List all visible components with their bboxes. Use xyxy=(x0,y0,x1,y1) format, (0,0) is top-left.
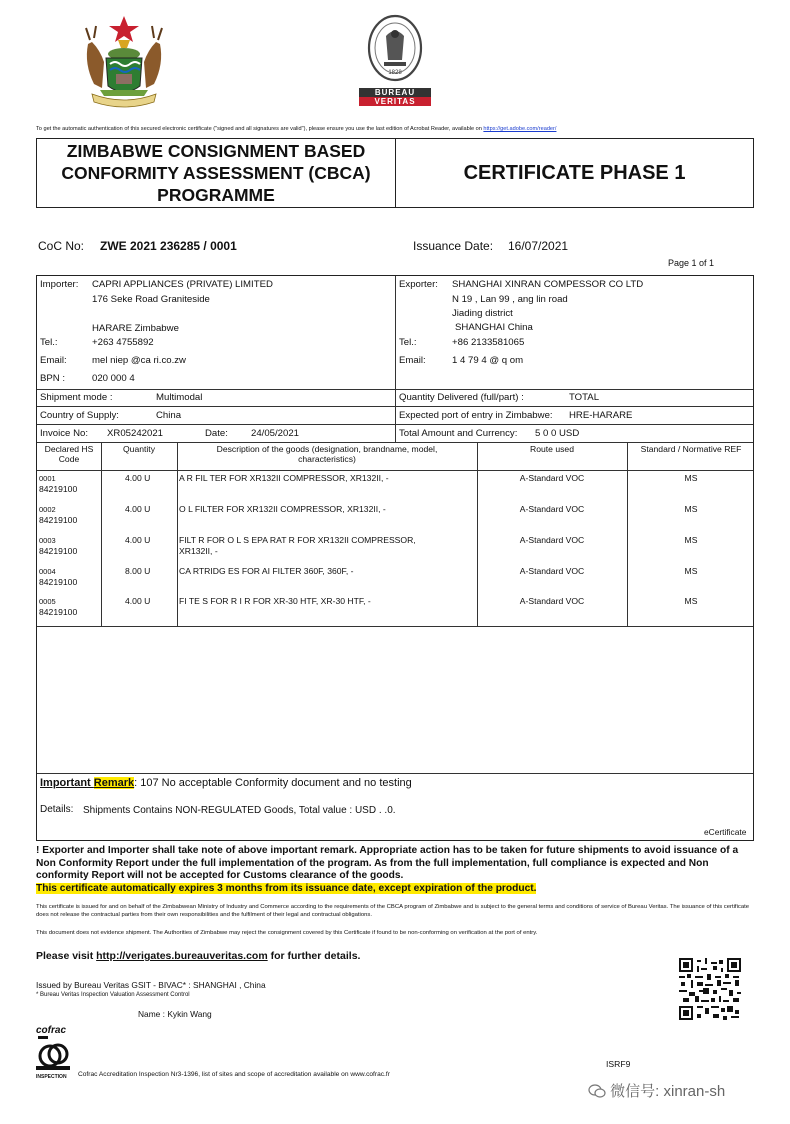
issuance-date-value: 16/07/2021 xyxy=(508,239,569,253)
row-route: A-Standard VOC xyxy=(519,504,585,514)
row-quantity: 8.00 U xyxy=(125,566,151,576)
header-quantity: Quantity xyxy=(122,444,155,454)
bv-seal-year: 1828 xyxy=(388,70,402,76)
coc-number-label: CoC No: xyxy=(38,239,85,253)
cofrac-logo-caption: INSPECTION xyxy=(36,1074,67,1080)
row-description: FI TE S FOR R I R FOR XR-30 HTF, XR-30 HTF, - xyxy=(179,596,371,606)
adobe-reader-link[interactable]: https://get.adobe.com/reader/ xyxy=(483,126,557,132)
ecertificate-label: eCertificate xyxy=(704,827,747,837)
column-divider xyxy=(177,442,178,626)
row-standard: MS xyxy=(684,566,698,576)
divider xyxy=(37,470,753,471)
certificate-title: CERTIFICATE PHASE 1 xyxy=(463,161,686,184)
bv-badge-top-word: BUREAU xyxy=(359,88,431,97)
authentication-note xyxy=(36,126,756,132)
row-hs-code: 84219100 xyxy=(39,515,78,525)
programme-title: ZIMBABWE CONSIGNMENT BASED CONFORMITY ASSESSMENT (CBCA) PROGRAMME xyxy=(37,139,396,207)
row-hs-code: 84219100 xyxy=(39,546,78,556)
column-divider xyxy=(395,276,396,442)
form-reference: ISRF9 xyxy=(606,1059,631,1069)
importer-bpn-label: BPN : xyxy=(40,373,66,384)
row-hs-code: 84219100 xyxy=(39,607,78,617)
wechat-icon xyxy=(588,1084,606,1098)
row-description: O L FILTER FOR XR132II COMPRESSOR, XR132II, - xyxy=(179,504,386,514)
importer-email-label: Email: xyxy=(40,355,67,366)
invoice-number-label: Invoice No: xyxy=(40,428,88,439)
quantity-delivered-label: Quantity Delivered (full/part) : xyxy=(399,392,524,403)
zimbabwe-coat-of-arms-logo xyxy=(78,14,170,110)
verification-line xyxy=(36,950,360,962)
row-route: A-Standard VOC xyxy=(519,596,585,606)
details-label: Details: xyxy=(40,804,74,815)
important-notice xyxy=(36,845,754,895)
signatory-name: Name : Kykin Wang xyxy=(138,1009,212,1019)
exporter-email: 1 4 79 4 @ q om xyxy=(452,355,524,366)
issued-by-note: * Bureau Veritas Inspection Valuation Assessment Control xyxy=(36,992,190,998)
port-of-entry: HRE-HARARE xyxy=(569,410,633,421)
country-of-supply-label: Country of Supply: xyxy=(40,410,119,421)
exporter-address-1: N 19 , Lan 99 , ang lin road xyxy=(452,294,568,305)
row-line-number: 0005 xyxy=(39,597,56,606)
importer-email: mel niep @ca ri.co.zw xyxy=(92,355,186,366)
row-quantity: 4.00 U xyxy=(125,504,151,514)
row-description: CA RTRIDG ES FOR AI FILTER 360F, 360F, - xyxy=(179,566,354,576)
divider xyxy=(37,442,753,443)
quantity-delivered: TOTAL xyxy=(569,392,600,403)
invoice-date: 24/05/2021 xyxy=(251,428,300,439)
header-description: Description of the goods (designation, brandname, model, characteristics) xyxy=(216,444,438,464)
visit-text-b: for further details. xyxy=(267,950,361,962)
header-title-box xyxy=(36,138,754,208)
row-quantity: 4.00 U xyxy=(125,473,151,483)
importer-tel-label: Tel.: xyxy=(40,337,58,348)
exporter-email-label: Email: xyxy=(399,355,426,366)
header-standard: Standard / Normative REF xyxy=(640,444,742,454)
row-standard: MS xyxy=(684,535,698,545)
important-remark xyxy=(40,777,412,789)
exporter-name: SHANGHAI XINRAN COMPESSOR CO LTD xyxy=(452,279,644,290)
row-description: FILT R FOR O L S EPA RAT R FOR XR132II COMPRESSOR, XR132II, - xyxy=(179,535,416,556)
row-description: A R FIL TER FOR XR132II COMPRESSOR, XR132II, - xyxy=(179,473,389,483)
shipment-mode: Multimodal xyxy=(156,392,203,403)
importer-label: Importer: xyxy=(40,279,79,290)
column-divider xyxy=(101,442,102,626)
exporter-address-3: SHANGHAI China xyxy=(455,322,533,333)
issued-by: Issued by Bureau Veritas GSIT - BIVAC* : SHANGHAI , China xyxy=(36,980,266,990)
row-line-number: 0004 xyxy=(39,567,56,576)
coc-number-value: ZWE 2021 236285 / 0001 xyxy=(100,239,237,253)
row-route: A-Standard VOC xyxy=(519,473,585,483)
row-hs-code: 84219100 xyxy=(39,577,78,587)
row-hs-code: 84219100 xyxy=(39,484,78,494)
importer-name: CAPRI APPLIANCES (PRIVATE) LIMITED xyxy=(92,279,273,290)
remark-text: : 107 No acceptable Conformity document and no testing xyxy=(134,777,412,789)
importer-address-1: 176 Seke Road Graniteside xyxy=(92,294,210,305)
row-quantity: 4.00 U xyxy=(125,596,151,606)
exporter-address-2: Jiading district xyxy=(452,308,513,319)
shipment-mode-label: Shipment mode : xyxy=(40,392,113,403)
exporter-tel: +86 2133581065 xyxy=(452,337,525,348)
header-hs-code: Declared HS Code xyxy=(44,444,94,464)
remark-label-a: Important xyxy=(40,777,94,789)
row-line-number: 0002 xyxy=(39,505,56,514)
expiry-notice: This certificate automatically expires 3 months from its issuance date, except expiration of the product. xyxy=(36,882,537,894)
country-of-supply: China xyxy=(156,410,182,421)
issuance-date-label: Issuance Date: xyxy=(413,239,494,253)
row-line-number: 0001 xyxy=(39,474,56,483)
exporter-tel-label: Tel.: xyxy=(399,337,417,348)
bureau-veritas-logo xyxy=(356,14,434,106)
divider xyxy=(37,773,753,774)
verigates-link[interactable]: http://verigates.bureauveritas.com xyxy=(96,950,268,962)
visit-text-a: Please visit xyxy=(36,950,97,962)
qr-code xyxy=(679,958,741,1020)
watermark-text: 微信号: xinran-sh xyxy=(610,1083,726,1100)
cofrac-logo xyxy=(36,1025,72,1080)
total-amount-label: Total Amount and Currency: xyxy=(399,428,518,439)
row-standard: MS xyxy=(684,596,698,606)
row-route: A-Standard VOC xyxy=(519,535,585,545)
row-standard: MS xyxy=(684,504,698,514)
bv-badge-bottom-word: VERITAS xyxy=(359,97,431,106)
port-of-entry-label: Expected port of entry in Zimbabwe: xyxy=(399,410,553,421)
divider xyxy=(37,626,753,627)
importer-tel: +263 4755892 xyxy=(92,337,154,348)
details-text: Shipments Contains NON-REGULATED Goods, Total value : USD . .0. xyxy=(83,805,396,816)
total-amount: 5 0 0 USD xyxy=(535,428,580,439)
cofrac-accreditation: Cofrac Accreditation Inspection Nr3-1396, list of sites and scope of accreditation available on www.cofrac.fr xyxy=(78,1071,390,1078)
remark-label-b: Remark xyxy=(93,777,135,789)
invoice-date-label: Date: xyxy=(205,428,228,439)
row-quantity: 4.00 U xyxy=(125,535,151,545)
invoice-number: XR05242021 xyxy=(107,428,164,439)
certificate-details-table xyxy=(36,275,754,841)
cofrac-logo-word: cofrac xyxy=(36,1025,67,1036)
fine-print-shipment: This document does not evidence shipment. The Authorities of Zimbabwe may reject the consignment covered by this Certificate if found to be non-conforming on verification at the port of entry. xyxy=(36,930,538,936)
authentication-note-text: To get the automatic authentication of this secured electronic certificate ("signed and all signatures are valid"), please ensure you use the last edition of Acrobat Reader, available on xyxy=(36,126,484,132)
wechat-watermark xyxy=(588,1080,725,1101)
notice-text: ! Exporter and Importer shall take note of above important remark. Appropriate action has to be taken for future shipments to avoid issuance of a Non Conformity Report under the full implementation of the program. As from the full implementation, full compliance is expected and Non conformity Report will not be accepted for Customs clearance of the goods. xyxy=(36,845,739,881)
page-number: Page 1 of 1 xyxy=(668,258,715,268)
row-route: A-Standard VOC xyxy=(519,566,585,576)
importer-address-2: HARARE Zimbabwe xyxy=(92,323,179,334)
cofrac-mark-icon xyxy=(36,1036,70,1070)
row-standard: MS xyxy=(684,473,698,483)
row-line-number: 0003 xyxy=(39,536,56,545)
fine-print-issuance: This certificate is issued for and on behalf of the Zimbabwean Ministry of Industry and Commerce according to the requirements of the CBCA program of Zimbabwe and is subject to the general terms and conditions of service of Bureau Veritas. The issuance of this certificate does not release the contractual parties from their own responsibilities and the fulfilment of their legal and contractual obligations. xyxy=(36,904,750,918)
header-route: Route used xyxy=(530,444,574,454)
exporter-label: Exporter: xyxy=(399,279,438,290)
bureau-veritas-badge xyxy=(359,88,431,106)
importer-bpn: 020 000 4 xyxy=(92,373,135,384)
